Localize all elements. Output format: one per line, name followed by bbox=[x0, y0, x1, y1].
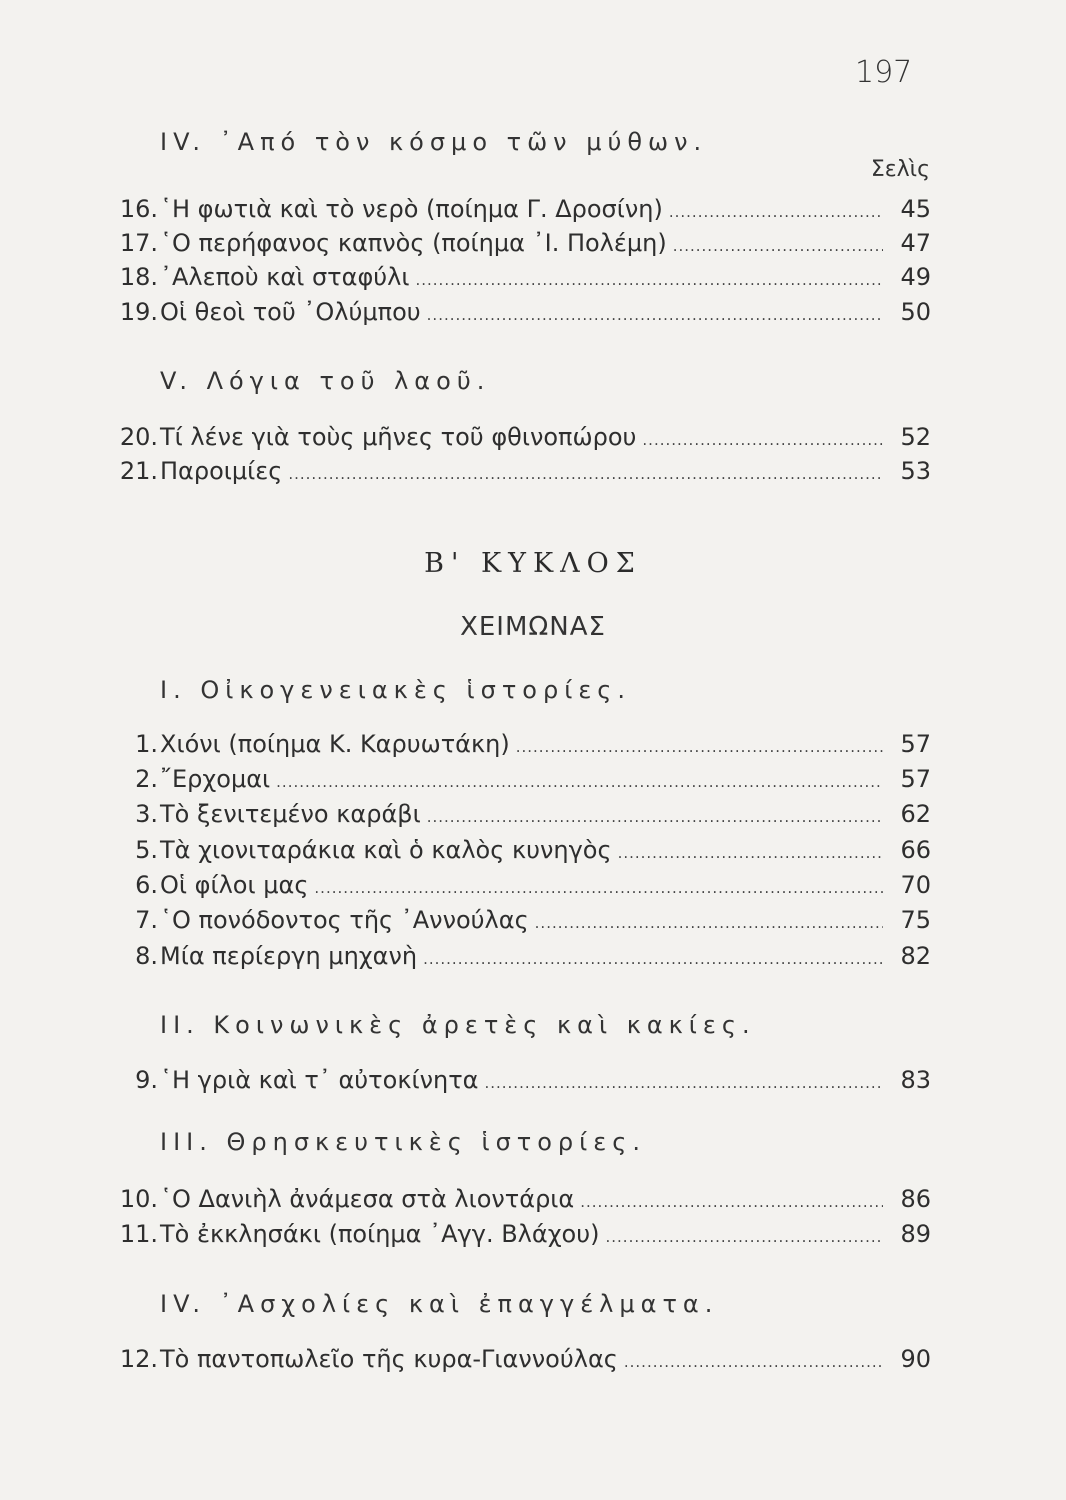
entry-page: 50 bbox=[900, 298, 931, 326]
entry-number: 1. bbox=[135, 730, 158, 758]
entry-title: Οἱ φίλοι μας bbox=[160, 871, 309, 899]
entry-number: 21. bbox=[119, 457, 158, 485]
dot-leader bbox=[423, 950, 883, 968]
cycle-title: Β' ΚΥΚΛΟΣ bbox=[424, 548, 642, 579]
toc-entry bbox=[103, 836, 931, 868]
entry-title: Οἱ θεοὶ τοῦ ᾿Ολύμπου bbox=[160, 298, 421, 326]
toc-entry bbox=[103, 1220, 931, 1252]
dot-leader bbox=[535, 914, 883, 932]
dot-leader bbox=[606, 1228, 884, 1246]
entry-number: 11. bbox=[119, 1220, 158, 1248]
toc-entry bbox=[103, 457, 931, 489]
page-number: 197 bbox=[855, 55, 913, 90]
entry-page: 62 bbox=[900, 800, 931, 828]
entry-title: Μία περίεργη μηχανὴ bbox=[160, 942, 418, 970]
dot-leader bbox=[427, 306, 883, 324]
entry-number: 8. bbox=[135, 942, 158, 970]
entry-number: 16. bbox=[119, 195, 158, 223]
entry-page: 49 bbox=[900, 263, 931, 291]
toc-entry bbox=[103, 906, 931, 938]
toc-entry bbox=[103, 263, 931, 295]
entry-page: 57 bbox=[900, 730, 931, 758]
entry-title: ᾿Αλεποὺ καὶ σταφύλι bbox=[160, 263, 410, 291]
entry-title: Παροιμίες bbox=[160, 457, 283, 485]
section-heading-jobs: IV. ᾿Ασχολίες καὶ ἐπαγγέλματα. bbox=[160, 1290, 719, 1318]
entry-page: 57 bbox=[900, 765, 931, 793]
toc-entry bbox=[103, 1345, 931, 1377]
section-heading-family: I. Οἰκογενειακὲς ἱστορίες. bbox=[160, 676, 632, 704]
entry-number: 5. bbox=[135, 836, 158, 864]
dot-leader bbox=[642, 431, 883, 449]
dot-leader bbox=[580, 1193, 883, 1211]
dot-leader bbox=[624, 1353, 883, 1371]
section-heading-religious: III. Θρησκευτικὲς ἱστορίες. bbox=[160, 1128, 646, 1156]
entry-title: ῾Ο πονόδοντος τῆς ᾿Αννούλας bbox=[160, 906, 529, 934]
entry-title: Τὸ παντοπωλεῖο τῆς κυρα-Γιαννούλας bbox=[160, 1345, 618, 1373]
entry-number: 19. bbox=[119, 298, 158, 326]
dot-leader bbox=[516, 738, 883, 756]
dot-leader bbox=[288, 465, 883, 483]
toc-entry bbox=[103, 298, 931, 330]
entry-page: 82 bbox=[900, 942, 931, 970]
section-heading-sayings: V. Λόγια τοῦ λαοῦ. bbox=[160, 367, 491, 395]
entry-number: 7. bbox=[135, 906, 158, 934]
dot-leader bbox=[618, 844, 883, 862]
entry-page: 66 bbox=[900, 836, 931, 864]
entry-page: 52 bbox=[900, 423, 931, 451]
entry-page: 45 bbox=[900, 195, 931, 223]
entry-title: Τὸ ξενιτεμένο καράβι bbox=[160, 800, 421, 828]
section-heading-social: II. Κοινωνικὲς ἀρετὲς καὶ κακίες. bbox=[160, 1011, 756, 1039]
entry-page: 89 bbox=[900, 1220, 931, 1248]
toc-entry bbox=[103, 871, 931, 903]
dot-leader bbox=[484, 1074, 883, 1092]
entry-title: Χιόνι (ποίημα Κ. Καρυωτάκη) bbox=[160, 730, 510, 758]
entry-title: ῾Ο περήφανος καπνὸς (ποίημα ᾿Ι. Πολέμη) bbox=[160, 229, 667, 257]
entry-page: 75 bbox=[900, 906, 931, 934]
entry-number: 3. bbox=[135, 800, 158, 828]
toc-entry bbox=[103, 942, 931, 974]
entry-number: 2. bbox=[135, 765, 158, 793]
column-header-page: Σελὶς bbox=[870, 157, 930, 182]
toc-entry bbox=[103, 229, 931, 261]
entry-title: Τὸ ἐκκλησάκι (ποίημα ᾿Αγγ. Βλάχου) bbox=[160, 1220, 600, 1248]
dot-leader bbox=[314, 879, 883, 897]
entry-page: 83 bbox=[900, 1066, 931, 1094]
entry-page: 53 bbox=[900, 457, 931, 485]
entry-number: 20. bbox=[119, 423, 158, 451]
toc-entry bbox=[103, 423, 931, 455]
toc-entry bbox=[103, 765, 931, 797]
entry-number: 17. bbox=[119, 229, 158, 257]
dot-leader bbox=[669, 203, 883, 221]
dot-leader bbox=[673, 237, 883, 255]
dot-leader bbox=[276, 773, 883, 791]
entry-number: 12. bbox=[119, 1345, 158, 1373]
entry-number: 9. bbox=[135, 1066, 158, 1094]
entry-page: 86 bbox=[900, 1185, 931, 1213]
entry-page: 70 bbox=[900, 871, 931, 899]
entry-title: Τί λένε γιὰ τοὺς μῆνες τοῦ φθινοπώρου bbox=[160, 423, 637, 451]
dot-leader bbox=[415, 271, 883, 289]
entry-number: 10. bbox=[119, 1185, 158, 1213]
entry-title: Τὰ χιονιταράκια καὶ ὁ καλὸς κυνηγὸς bbox=[160, 836, 612, 864]
section-heading-myths: IV. ᾿Από τὸν κόσμο τῶν μύθων. bbox=[160, 128, 708, 156]
entry-title: ῾Η φωτιὰ καὶ τὸ νερὸ (ποίημα Γ. Δροσίνη) bbox=[160, 195, 663, 223]
toc-entry bbox=[103, 1066, 931, 1098]
toc-entry bbox=[103, 800, 931, 832]
dot-leader bbox=[427, 808, 883, 826]
entry-page: 47 bbox=[900, 229, 931, 257]
entry-number: 6. bbox=[135, 871, 158, 899]
season-title: ΧΕΙΜΩΝΑΣ bbox=[460, 612, 606, 642]
entry-title: ῎Ερχομαι bbox=[160, 765, 271, 793]
entry-number: 18. bbox=[119, 263, 158, 291]
toc-entry bbox=[103, 730, 931, 762]
toc-entry bbox=[103, 1185, 931, 1217]
entry-title: ῾Ο Δανιὴλ ἀνάμεσα στὰ λιοντάρια bbox=[160, 1185, 575, 1213]
entry-page: 90 bbox=[900, 1345, 931, 1373]
entry-title: ῾Η γριὰ καὶ τ᾿ αὐτοκίνητα bbox=[160, 1066, 479, 1094]
toc-entry bbox=[103, 195, 931, 227]
